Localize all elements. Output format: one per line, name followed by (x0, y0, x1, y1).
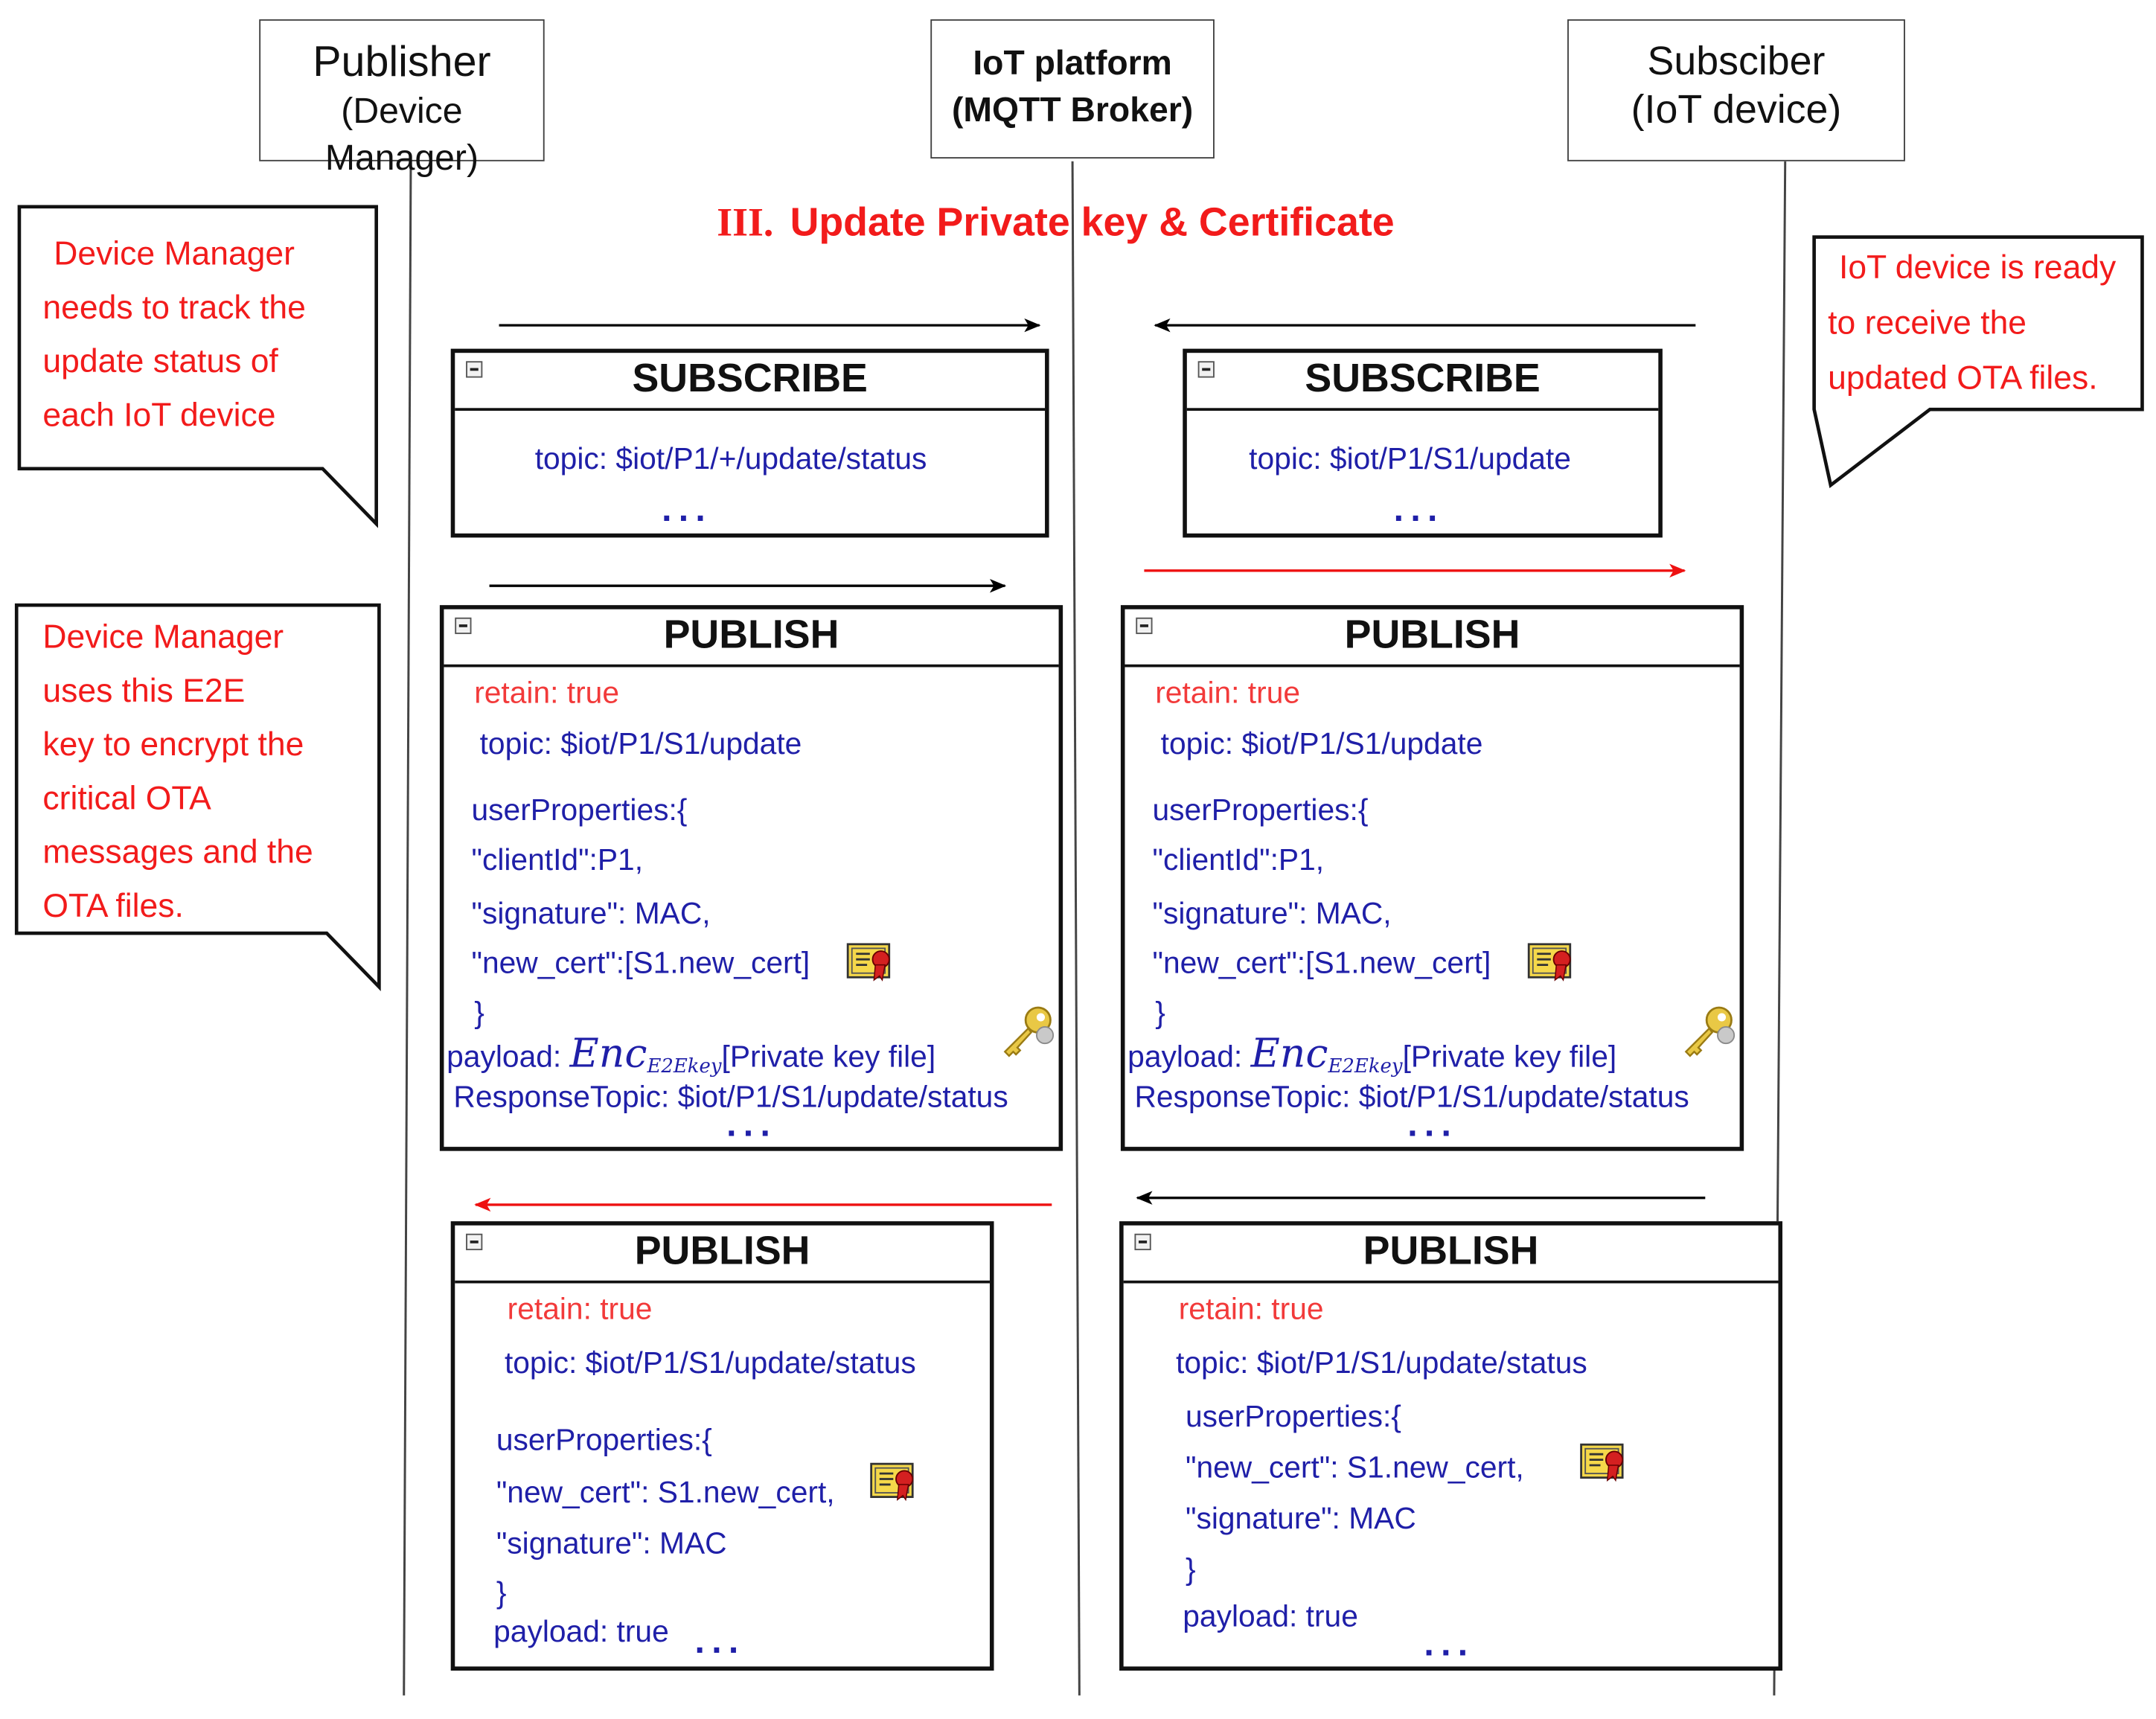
section-number: III. (717, 201, 774, 246)
response-topic: ResponseTopic: $iot/P1/S1/update/status (453, 1079, 1008, 1114)
note-line: to receive the (1828, 304, 2027, 342)
retain-flag: retain: true (474, 675, 620, 710)
publish-topic: topic: $iot/P1/S1/update (479, 726, 802, 761)
signature: "signature": MAC, (471, 895, 711, 931)
subscriber-name: Subsciber (1647, 39, 1826, 84)
subscriber-actor (1567, 19, 1905, 161)
note-line: each IoT device (42, 397, 276, 435)
new-cert: "new_cert":[S1.new_cert] (471, 945, 810, 980)
status-box-publisher (451, 1221, 994, 1671)
publish-topic: topic: $iot/P1/S1/update/status (1176, 1345, 1587, 1380)
publish-header: PUBLISH (1125, 609, 1739, 668)
more-ellipsis: ... (662, 487, 713, 530)
certificate-icon (870, 1462, 920, 1501)
status-box-subscriber (1119, 1221, 1782, 1671)
subscribe-topic: topic: $iot/P1/S1/update (1249, 441, 1571, 476)
note-line: IoT device is ready (1838, 249, 2117, 287)
platform-name: IoT platform (973, 44, 1172, 83)
note-track (42, 228, 305, 443)
broker-lifeline (1072, 161, 1079, 1696)
enc-function (570, 1030, 722, 1077)
section-title (717, 201, 1394, 246)
more-ellipsis: ... (694, 1619, 746, 1662)
payload: payload: true (493, 1614, 669, 1649)
publisher-actor (259, 19, 544, 178)
enc-key-subscript: E2Ekey (1328, 1055, 1403, 1078)
user-properties-open: userProperties:{ (471, 793, 688, 828)
note-line: Device Manager (54, 235, 295, 273)
note-line: uses this E2E (42, 672, 246, 710)
subscribe-header: SUBSCRIBE (455, 353, 1045, 411)
note-e2e (42, 611, 313, 933)
certificate-icon (1527, 943, 1577, 982)
user-properties-close: } (1155, 995, 1165, 1030)
retain-flag: retain: true (1155, 675, 1301, 710)
client-id: "clientId":P1, (471, 842, 644, 877)
enc-function (1251, 1030, 1403, 1077)
publish-topic: topic: $iot/P1/S1/update (1160, 726, 1483, 761)
note-ready (1828, 241, 2116, 406)
note-line: update status of (42, 343, 278, 381)
note-line: key to encrypt the (42, 726, 304, 764)
key-icon (1677, 1002, 1738, 1063)
new-cert: "new_cert":[S1.new_cert] (1152, 945, 1491, 980)
payload-line (1127, 1030, 1616, 1078)
enc-key-subscript: E2Ekey (647, 1055, 722, 1078)
user-properties-open: userProperties:{ (1152, 793, 1369, 828)
subscriber-role: (IoT device) (1631, 88, 1842, 132)
note-line: OTA files. (42, 887, 184, 925)
enc-label: Enc (1250, 1029, 1328, 1077)
user-properties-close: } (496, 1575, 507, 1610)
publisher-lifeline (404, 161, 411, 1696)
note-line: critical OTA (42, 780, 211, 818)
publisher-role: (Device Manager) (324, 89, 479, 178)
user-properties-close: } (1185, 1552, 1196, 1587)
publisher-name: Publisher (313, 37, 491, 86)
certificate-icon (1580, 1443, 1630, 1482)
subscribe-topic: topic: $iot/P1/+/update/status (534, 441, 927, 476)
client-id: "clientId":P1, (1152, 842, 1325, 877)
note-line: messages and the (42, 833, 313, 871)
retain-flag: retain: true (1178, 1291, 1324, 1326)
user-properties-open: userProperties:{ (496, 1422, 712, 1457)
payload-line (447, 1030, 935, 1078)
user-properties-close: } (474, 995, 484, 1030)
key-icon (997, 1002, 1058, 1063)
publish-topic: topic: $iot/P1/S1/update/status (504, 1345, 916, 1380)
publish-header: PUBLISH (455, 1226, 990, 1284)
certificate-icon (846, 943, 896, 982)
payload-file: [Private key file] (1402, 1039, 1617, 1074)
signature: "signature": MAC (1185, 1501, 1416, 1536)
note-line: needs to track the (42, 289, 306, 327)
subscribe-box-publisher (451, 349, 1049, 538)
payload-file: [Private key file] (721, 1039, 936, 1074)
retain-flag: retain: true (507, 1291, 653, 1326)
new-cert: "new_cert": S1.new_cert, (496, 1474, 835, 1510)
payload-label: payload: (447, 1039, 570, 1074)
enc-label: Enc (569, 1029, 647, 1077)
note-line: updated OTA files. (1828, 359, 2098, 397)
publish-header: PUBLISH (1124, 1226, 1779, 1284)
note-line: Device Manager (42, 618, 284, 656)
signature: "signature": MAC (496, 1526, 727, 1560)
payload-label: payload: (1127, 1039, 1251, 1074)
user-properties-open: userProperties:{ (1185, 1399, 1401, 1434)
subscribe-header: SUBSCRIBE (1187, 353, 1658, 411)
platform-actor (930, 19, 1215, 159)
more-ellipsis: ... (1407, 1102, 1459, 1145)
response-topic: ResponseTopic: $iot/P1/S1/update/status (1134, 1079, 1689, 1114)
publish-box-broker (1121, 605, 1744, 1151)
more-ellipsis: ... (1393, 487, 1445, 530)
signature: "signature": MAC, (1152, 895, 1392, 931)
more-ellipsis: ... (1424, 1622, 1475, 1664)
payload: payload: true (1183, 1598, 1358, 1633)
publish-header: PUBLISH (444, 609, 1058, 668)
section-title-text: Update Private key & Certificate (790, 201, 1395, 246)
new-cert: "new_cert": S1.new_cert, (1185, 1450, 1524, 1485)
more-ellipsis: ... (726, 1102, 778, 1145)
publish-box-publisher (440, 605, 1063, 1151)
platform-role: (MQTT Broker) (952, 91, 1194, 130)
subscribe-box-subscriber (1183, 349, 1663, 538)
